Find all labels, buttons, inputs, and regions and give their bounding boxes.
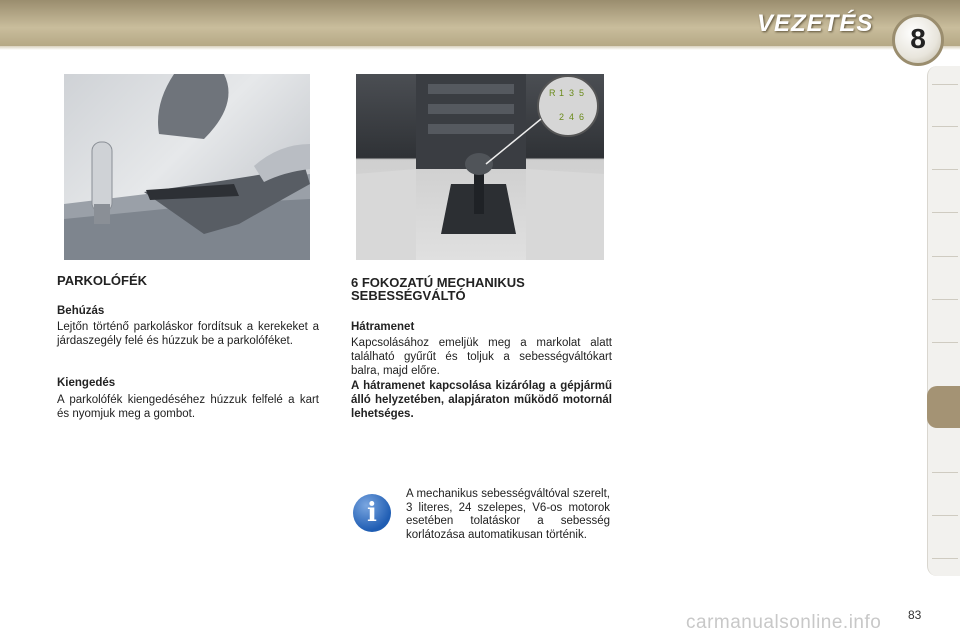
gear-shift-illustration: [356, 74, 604, 260]
gear-label-reverse: R: [549, 88, 556, 98]
gear-label-1: 1: [559, 88, 565, 98]
engage-text: Lejtőn történő parkoláskor fordítsuk a kerekeket a járdaszegély felé és húzzuk be a parkolóféket.: [57, 321, 319, 347]
page-number: 83: [908, 608, 922, 622]
gear-label-5: 5: [579, 88, 585, 98]
release-text: A parkolófék kiengedéséhez húzzuk felfelé a kart és nyomjuk meg a gombot.: [57, 394, 319, 420]
parking-brake-title: PARKOLÓFÉK: [57, 273, 148, 288]
parking-brake-illustration: [64, 74, 310, 260]
gear-label-2: 2: [559, 112, 565, 122]
gearbox-title-line2: SEBESSÉGVÁLTÓ: [351, 288, 466, 303]
gear-label-4: 4: [569, 112, 575, 122]
reverse-text: Kapcsolásához emeljük meg a markolat alatt található gyűrűt és toljuk a sebességváltókart balra, majd előre.: [351, 337, 612, 377]
parking-brake-photo: [64, 74, 310, 260]
gear-shift-photo: [356, 74, 604, 260]
release-heading: Kiengedés: [57, 377, 116, 389]
gear-label-6: 6: [579, 112, 585, 122]
chapter-number: 8: [910, 23, 926, 54]
reverse-warning: A hátramenet kapcsolása kizárólag a gépjármű álló helyzetében, alapjáraton működő motornál lehetséges.: [351, 380, 612, 420]
info-icon: i: [353, 494, 391, 532]
engage-heading: Behúzás: [57, 305, 105, 317]
gearbox-title-line1: 6 FOKOZATÚ MECHANIKUS: [351, 275, 525, 290]
info-note-text: A mechanikus sebességváltóval szerelt, 3 literes, 24 szelepes, V6-os motorok esetében tolatáskor a sebesség korlátozása automatikusan történik.: [406, 488, 610, 541]
active-chapter-tab[interactable]: [927, 386, 960, 428]
chapter-title: VEZETÉS: [757, 10, 874, 37]
gear-label-3: 3: [569, 88, 575, 98]
reverse-heading: Hátramenet: [351, 321, 415, 333]
chapter-badge: [892, 14, 944, 66]
chapter-tabs: [927, 66, 960, 576]
watermark: carmanualsonline.info: [686, 612, 882, 633]
